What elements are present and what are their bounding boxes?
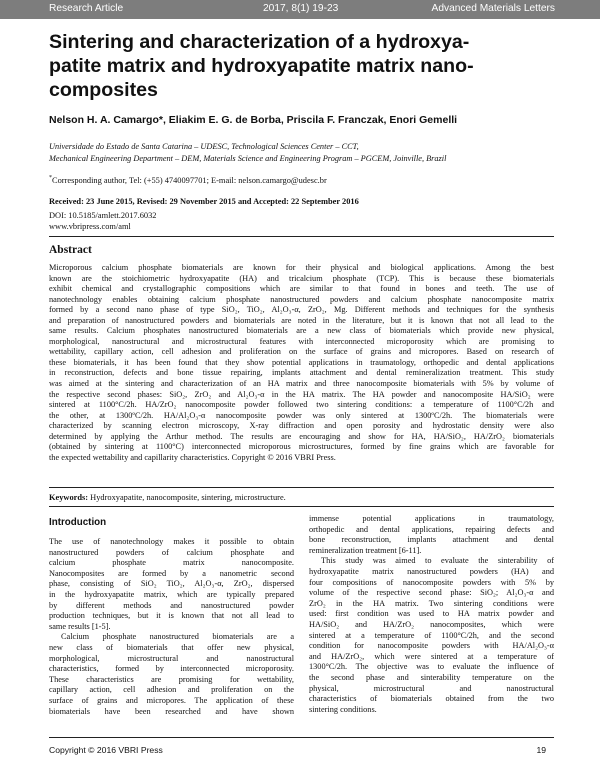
doi-text: DOI: 10.5185/amlett.2017.6032	[49, 211, 157, 220]
page-footer	[49, 745, 554, 755]
abstract-heading: Abstract	[49, 244, 92, 256]
abstract-line: determined by applying the Arthur method. The results are encouraging and show for HA, HA/SiO₂, HA/ZrO₂ biomaterials	[49, 431, 554, 441]
intro-line: immense potential applications in traumatology,	[309, 514, 554, 523]
title-line: composites	[49, 79, 158, 101]
intro-line: the second phase and sinterability temperature on the	[309, 672, 554, 682]
intro-line: used: first condition was used to HA matrix powder and	[309, 609, 554, 619]
keywords-label: Keywords:	[49, 493, 89, 502]
intro-line: production techniques, but it is known that not all lead to	[49, 611, 294, 621]
corresponding-text: Corresponding author, Tel: (+55) 4740097701; E-mail: nelson.camargo@udesc.br	[52, 175, 327, 185]
intro-line: orthopedic and dental applications, repairing defects and	[309, 524, 554, 534]
abstract-line: nanotechnology enables obtaining calcium phosphate nanostructured powders and calcium phosphate nanocomposite matrix	[49, 294, 554, 304]
abstract-line: characterized by scanning electron microscopy, X-ray diffraction and open porosity and hydrostatic density were also	[49, 421, 554, 431]
abstract-line: and preparation of nanostructured powders and biomaterials are noted in the literature, but it is known that not all lead to the	[49, 315, 554, 325]
intro-line: new class of biomaterials that offer new physical,	[49, 642, 294, 652]
abstract-line: formed by a second nano phase of type SiO₂, TiO₂, Al₂O₃-α, ZrO₂, Mg. Different methods and techniques for the synthesis	[49, 305, 554, 315]
corresponding-author	[49, 175, 327, 185]
intro-line: sintering conditions.	[309, 704, 377, 714]
divider	[49, 506, 554, 507]
abstract-line: (obtained by sintering at 1100°C) interconnected microporous microstructures, formed by fine grains which are favorable for	[49, 442, 554, 452]
abstract-line: known are the stoichiometric hydroxyapatite (HA) and tricalcium phosphate (TCP). This is because these biomaterials	[49, 273, 554, 283]
abstract-line: sintered at 1100°C/2h. HA/ZrO₂ nanocomposite powder followed two sintering conditions: a temperature of 1100°C/2h and	[49, 400, 554, 410]
title-line: Sintering and characterization of a hydroxya-	[49, 31, 470, 53]
intro-line: same results [1-5].	[49, 621, 111, 631]
journal-url[interactable]: www.vbripress.com/aml	[49, 222, 131, 231]
journal-name: Advanced Materials Letters	[431, 3, 555, 14]
intro-line: sintered at a temperature of 1100°C/2h, and the second	[309, 630, 554, 640]
introduction-left-column	[49, 537, 294, 717]
intro-line: phase, consisting of SiO₂ TiO₂, Al₂O₃-α, ZrO₂, dispersed	[49, 579, 294, 589]
intro-line: characteristics, formed by interconnected microporosity.	[49, 664, 294, 674]
journal-header-bar	[0, 0, 600, 19]
affiliation	[49, 141, 559, 164]
corresponding-marker: *	[49, 175, 52, 181]
intro-line: bone reconstruction, implants attachment and dental	[309, 535, 554, 545]
abstract-line: wettability, capillary action, cell adhesion and proliferation on the surface of grains and micropores. Based on research of	[49, 347, 554, 357]
intro-line: surface of grains and micropores. The application of these	[49, 695, 294, 705]
footer-copyright: Copyright © 2016 VBRI Press	[49, 745, 163, 755]
abstract-line: the other, at 1300ºC/2h. HA/Al₂O₃-α nanocomposite powder was only sintered at 1300ºC/2h. The biomaterials were	[49, 410, 554, 420]
intro-line: 1300°C/2h. The objective was to evaluate the influence of	[309, 662, 554, 672]
keywords-text: Hydroxyapatite, nanocomposite, sintering, microstructure.	[90, 493, 286, 502]
intro-line: remineralization treatment [6-11].	[309, 545, 422, 555]
intro-line: in the hydroxyapatite matrix, which are typically prepared	[49, 589, 294, 599]
intro-line: and HA/ZrO₂, which were sintered at a temperature of	[309, 651, 554, 661]
page-number: 19	[536, 745, 546, 755]
intro-line: The use of nanotechnology makes it possible to obtain	[49, 537, 294, 546]
intro-line: Calcium phosphate nanostructured biomaterials are a	[61, 632, 294, 642]
title-line: patite matrix and hydroxyapatite matrix nano-	[49, 55, 474, 77]
intro-line: characteristics of biomaterials obtained from the two	[309, 694, 554, 704]
divider	[49, 737, 554, 738]
intro-line: four compositions of nanocomposite powders with 5% by	[309, 577, 554, 587]
introduction-right-column	[309, 514, 554, 715]
volume-issue-pages: 2017, 8(1) 19-23	[263, 3, 339, 14]
intro-line: HA/SiO₂ and HA/ZrO₂ nanocomposites, which were	[309, 619, 554, 629]
abstract-line: morphological, nanostructural and microstructural features with interconnected microporosity which are promising to	[49, 336, 554, 346]
abstract-line: same results. Calcium phosphates nanostructured biomaterials are a new class of biomaterials which provide new physical,	[49, 326, 554, 336]
article-type: Research Article	[49, 3, 124, 14]
article-dates: Received: 23 June 2015, Revised: 29 November 2015 and Accepted: 22 September 2016	[49, 197, 359, 206]
abstract-line: in reconstruction, defects and bone tissue repairing, implants attachment and dental remineralization treatment. This study	[49, 368, 554, 378]
divider	[49, 236, 554, 237]
author-list: Nelson H. A. Camargo*, Eliakim E. G. de Borba, Priscila F. Franczak, Enori Gemelli	[49, 114, 458, 126]
intro-line: Nanocomposites are formed by a nanometric second	[49, 568, 294, 578]
abstract-line: the respective second phases: SiO₂, ZrO₂ and Al₂O₃-α in the HA matrix. The HA powder and nanocomposite HA/SiO₂ were	[49, 389, 554, 399]
abstract-text	[49, 263, 554, 463]
intro-line: volume of the respective second phase: SiO₂; Al₂O₃-α and	[309, 588, 554, 598]
intro-line: condition for nanocomposite powders with HA/Al₂O₃-α	[309, 641, 554, 651]
abstract-line: the expected wettability and capillarity characteristics. Copyright © 2016 VBRI Press.	[49, 452, 336, 462]
intro-line: capillary action, cell adhesion and proliferation on the	[49, 685, 294, 695]
intro-line: nanostructured powders of calcium phosphate and	[49, 547, 294, 557]
intro-line: This study was aimed to evaluate the sinterability of	[321, 556, 554, 566]
intro-line: biomaterials have been researched and have shown	[49, 706, 294, 716]
intro-line: ZrO₂ in the HA matrix. Two sintering conditions were	[309, 598, 554, 608]
abstract-line: Microporous calcium phosphate biomaterials are known for their physical and biological applications. Among the best	[49, 263, 554, 272]
intro-line: These characteristics are promising for wettability,	[49, 674, 294, 684]
intro-line: morphological, microstructural and nanostructural	[49, 653, 294, 663]
abstract-line: exhibit chemical and crystallographic compositions which are similar to that found in bones and teeth. The use of	[49, 284, 554, 294]
intro-line: hydroxyapatite matrix nanostructured powders (HA) and	[309, 566, 554, 576]
intro-line: physical, microstructural and nanostructural	[309, 683, 554, 693]
article-title	[49, 30, 559, 102]
intro-line: calcium phosphate matrix nanocomposite.	[49, 558, 294, 568]
doi-block	[49, 210, 156, 232]
abstract-line: these biomaterials, it has been found that they show potential applications in traumatology, orthopedic and dental applications	[49, 357, 554, 367]
intro-line: by different methods and nanostructured powder	[49, 600, 294, 610]
abstract-line: was aimed at the sintering and characterization of an HA matrix and three nanocomposite biomaterials with 5% by volume of	[49, 379, 554, 389]
keywords	[49, 493, 286, 502]
affiliation-line: Mechanical Engineering Department – DEM, Materials Science and Engineering Program – PGCEM, Joinville, Brazil	[49, 153, 447, 163]
introduction-heading: Introduction	[49, 517, 107, 528]
divider	[49, 487, 554, 488]
affiliation-line: Universidade do Estado de Santa Catarina – UDESC, Technological Sciences Center – CCT,	[49, 142, 359, 151]
